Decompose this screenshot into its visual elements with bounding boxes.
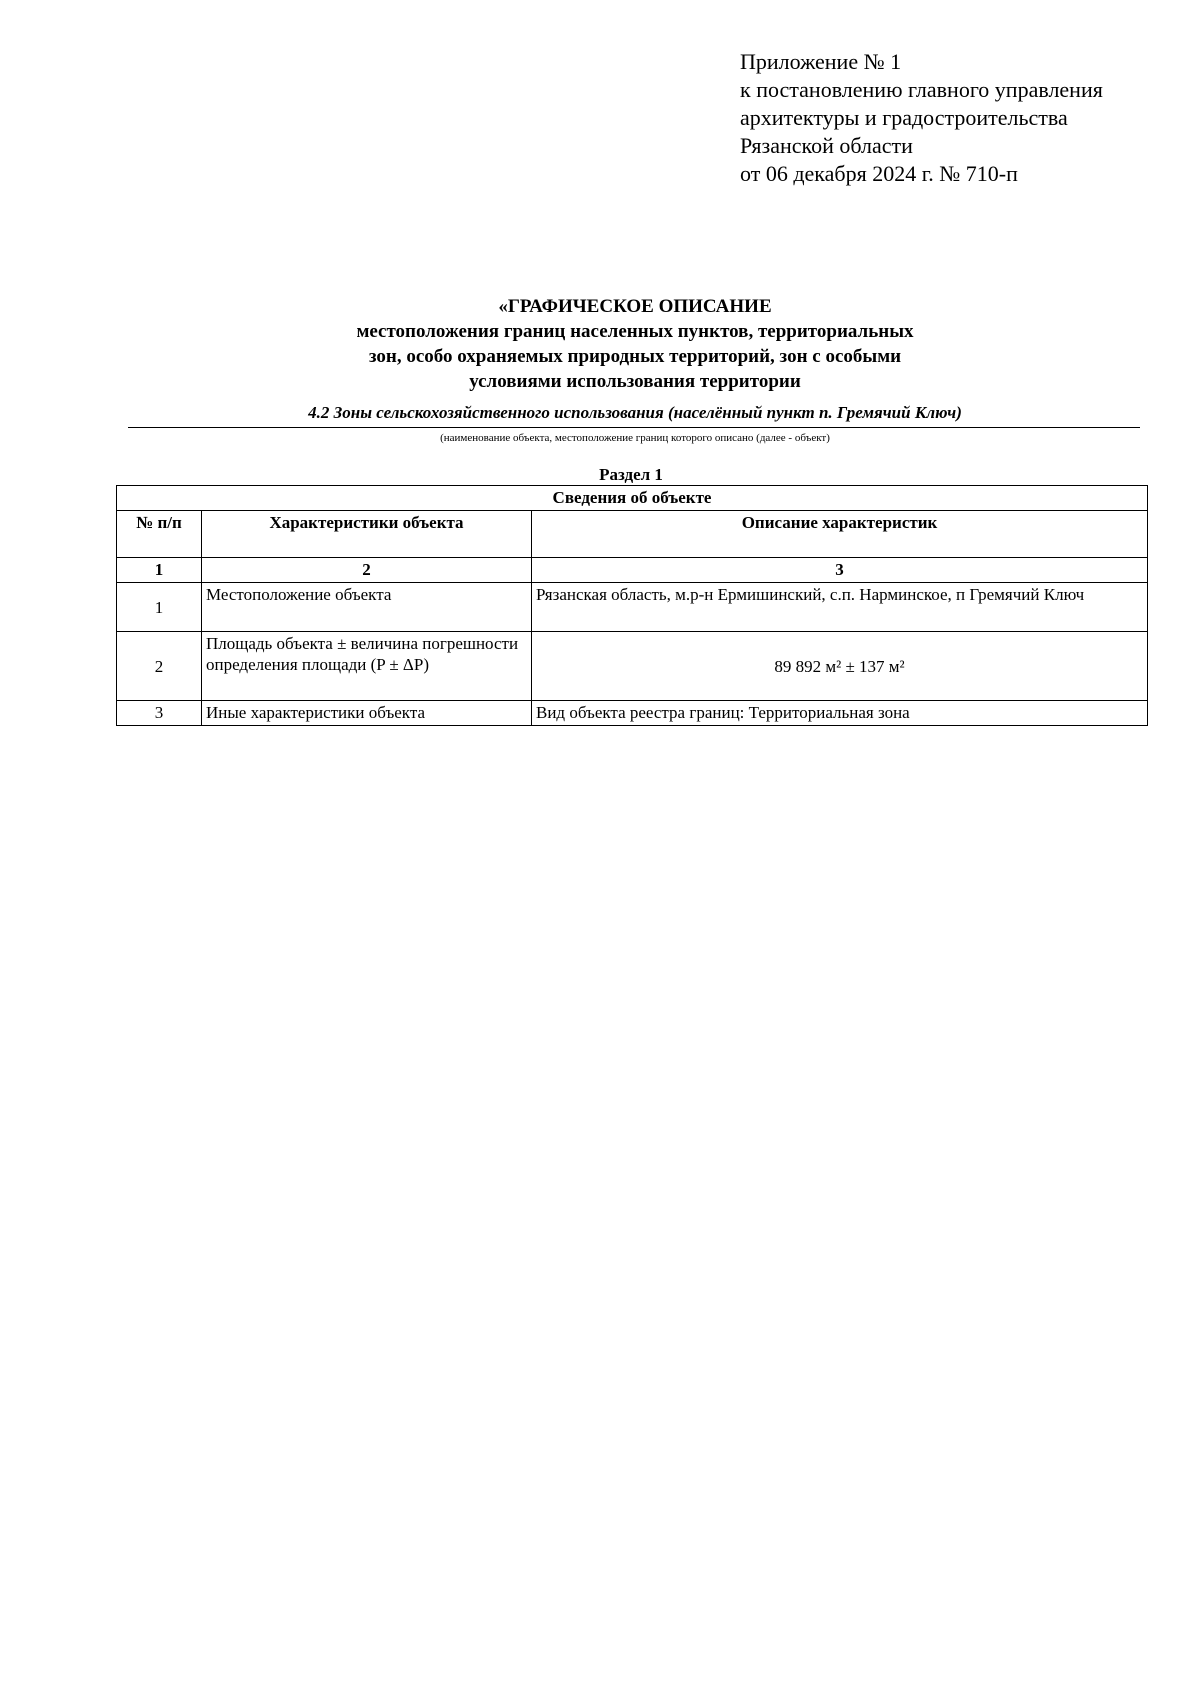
column-header-number: № п/п xyxy=(117,511,202,558)
object-name: 4.2 Зоны сельскохозяйственного использования (населённый пункт п. Гремячий Ключ) xyxy=(308,403,962,422)
row-characteristic: Местоположение объекта xyxy=(202,583,532,632)
underline-divider xyxy=(128,427,1140,428)
row-characteristic: Площадь объекта ± величина погрешности определения площади (P ± ΔP) xyxy=(202,632,532,701)
appendix-line: к постановлению главного управления xyxy=(740,77,1103,102)
table-row xyxy=(117,701,1148,726)
title-line: «ГРАФИЧЕСКОЕ ОПИСАНИЕ xyxy=(498,296,772,317)
column-header-characteristic: Характеристики объекта xyxy=(202,511,532,558)
appendix-line: Приложение № 1 xyxy=(740,49,902,74)
section-title: Раздел 1 xyxy=(599,465,663,484)
title-line: местоположения границ населенных пунктов, территориальных xyxy=(356,321,914,342)
title-line: условиями использования территории xyxy=(469,371,801,392)
appendix-line: архитектуры и градостроительства xyxy=(740,105,1068,130)
appendix-line: от 06 декабря 2024 г. № 710-п xyxy=(740,161,1018,186)
column-header-description: Описание характеристик xyxy=(532,511,1148,558)
row-number: 2 xyxy=(117,632,202,701)
title-line: зон, особо охраняемых природных территорий, зон с особыми xyxy=(368,346,902,367)
object-name-hint: (наименование объекта, местоположение границ которого описано (далее - объект) xyxy=(440,432,830,444)
row-description: Вид объекта реестра границ: Территориальная зона xyxy=(532,701,1148,726)
row-number: 1 xyxy=(117,583,202,632)
row-number: 3 xyxy=(117,701,202,726)
table-caption: Сведения об объекте xyxy=(117,486,1148,511)
table-caption-row xyxy=(117,486,1148,511)
column-number: 3 xyxy=(532,558,1148,583)
object-info-table xyxy=(116,485,1148,726)
appendix-header xyxy=(740,48,1160,188)
column-number: 1 xyxy=(117,558,202,583)
table-header-row xyxy=(117,511,1148,558)
appendix-line: Рязанской области xyxy=(740,133,913,158)
column-number: 2 xyxy=(202,558,532,583)
table-row xyxy=(117,583,1148,632)
row-characteristic: Иные характеристики объекта xyxy=(202,701,532,726)
row-description: Рязанская область, м.р-н Ермишинский, с.п. Нарминское, п Гремячий Ключ xyxy=(532,583,1148,632)
document-title xyxy=(130,294,1140,394)
column-number-row xyxy=(117,558,1148,583)
row-description: 89 892 м² ± 137 м² xyxy=(532,632,1148,701)
table-row xyxy=(117,632,1148,701)
